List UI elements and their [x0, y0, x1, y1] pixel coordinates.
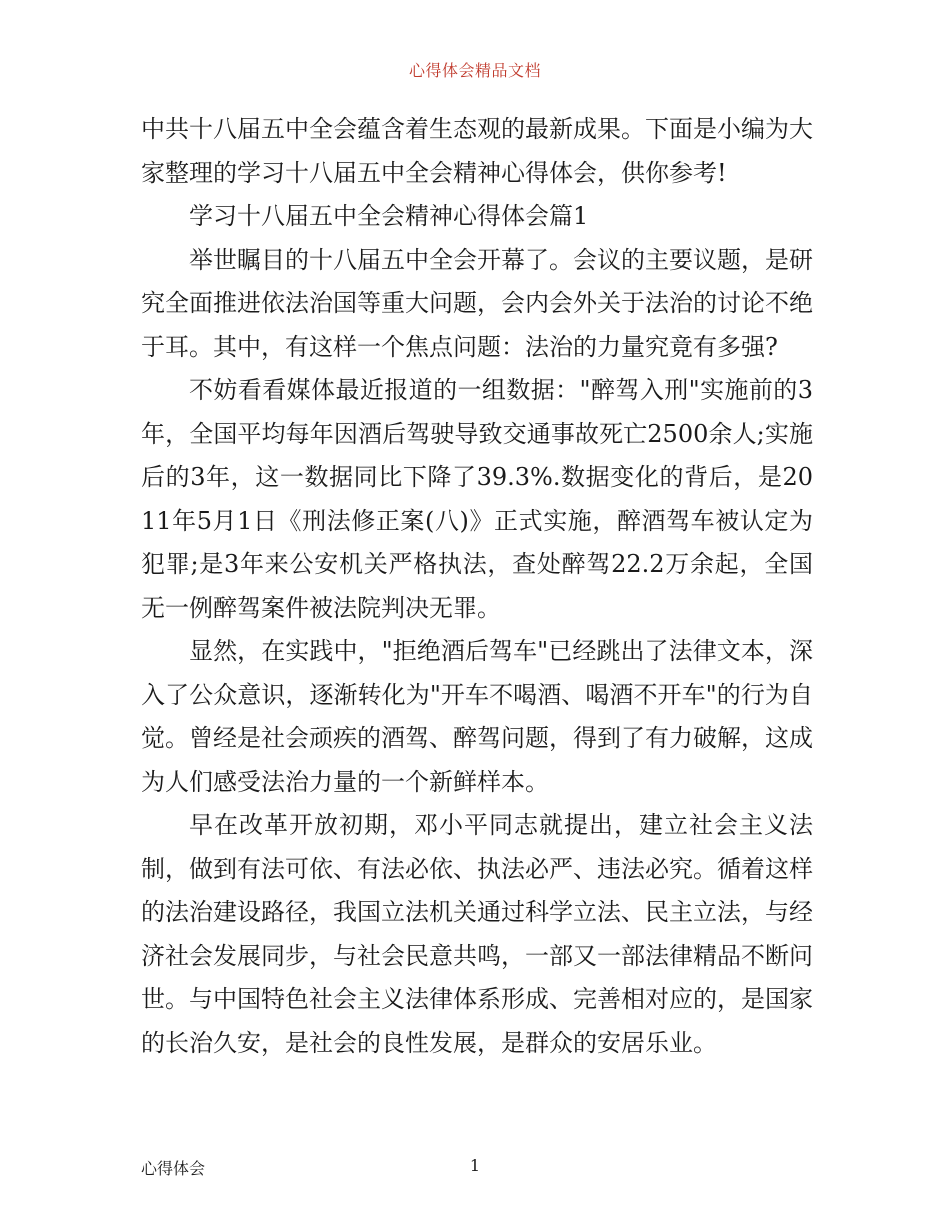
page-footer-label: 心得体会 [141, 1159, 206, 1178]
document-body [141, 108, 813, 1065]
paragraph-body: 不妨看看媒体最近报道的一组数据："醉驾入刑"实施前的3年，全国平均每年因酒后驾驶导致交通事故死亡2500余人;实施后的3年，这一数据同比下降了39.3%.数据变化的背后，是2011年5月1日《刑法修正案(八)》正式实施，醉酒驾车被认定为犯罪;是3年来公安机关严格执法，查处醉驾22.2万余起，全国无一例醉驾案件被法院判决无罪。 [141, 376, 813, 622]
paragraph-section-heading: 学习十八届五中全会精神心得体会篇1 [189, 202, 589, 230]
page-header-title: 心得体会精品文档 [408, 61, 541, 80]
paragraph-body: 早在改革开放初期，邓小平同志就提出，建立社会主义法制，做到有法可依、有法必依、执法必严、违法必究。循着这样的法治建设路径，我国立法机关通过科学立法、民主立法，与经济社会发展同步，与社会民意共鸣，一部又一部法律精品不断问世。与中国特色社会主义法律体系形成、完善相对应的，是国家的长治久安，是社会的良性发展，是群众的安居乐业。 [141, 811, 813, 1057]
paragraph-body: 显然，在实践中，"拒绝酒后驾车"已经跳出了法律文本，深入了公众意识，逐渐转化为"开车不喝酒、喝酒不开车"的行为自觉。曾经是社会顽疾的酒驾、醉驾问题，得到了有力破解，这成为人们感受法治力量的一个新鲜样本。 [141, 637, 813, 796]
paragraph-intro: 中共十八届五中全会蕴含着生态观的最新成果。下面是小编为大家整理的学习十八届五中全会精神心得体会，供你参考! [141, 115, 813, 187]
page-number: 1 [469, 1156, 481, 1175]
paragraph-body: 举世瞩目的十八届五中全会开幕了。会议的主要议题，是研究全面推进依法治国等重大问题，会内会外关于法治的讨论不绝于耳。其中，有这样一个焦点问题：法治的力量究竟有多强? [141, 245, 813, 361]
